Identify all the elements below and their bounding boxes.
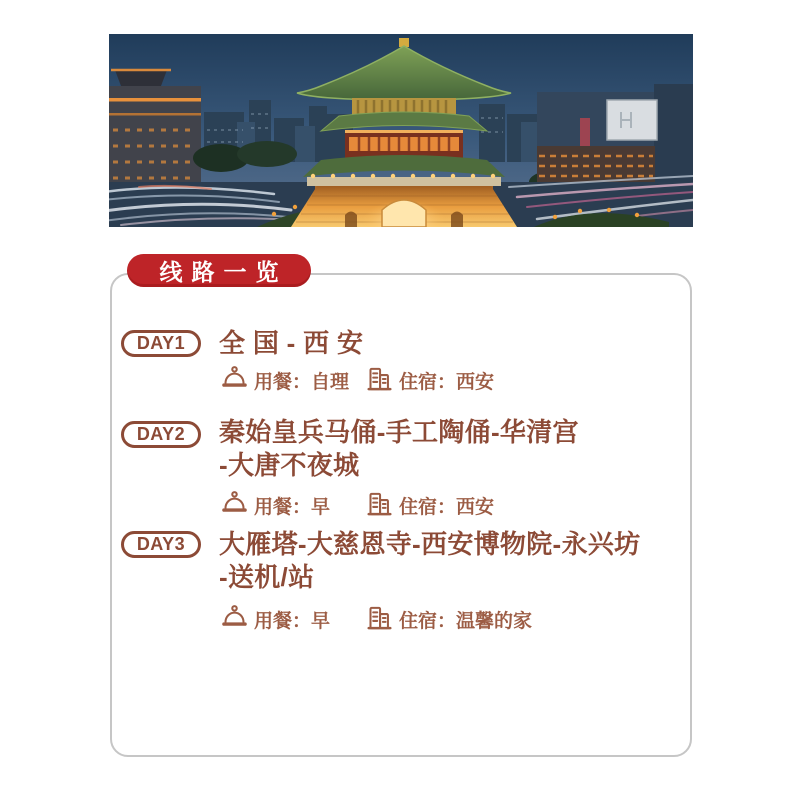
building-icon (366, 490, 393, 518)
cloche-icon (221, 365, 248, 393)
lodging-value: 西安 (456, 497, 495, 518)
day2-badge: DAY2 (121, 421, 201, 448)
day1-lodging (399, 367, 494, 394)
meal-label: 用餐： (254, 497, 312, 518)
cloche-icon (221, 604, 248, 632)
meal-value: 早 (311, 497, 331, 518)
day1-meta-row (219, 363, 659, 395)
lodging-value: 西安 (456, 372, 495, 393)
meal-label: 用餐： (254, 372, 312, 393)
day3-title-line1: 大雁塔-大慈恩寺-西安博物院-永兴坊 (219, 529, 641, 559)
building-icon (366, 365, 393, 393)
day3-meta-row (219, 602, 659, 634)
day3-title (219, 528, 679, 594)
day1-meal (254, 367, 349, 394)
lodging-label: 住宿： (399, 611, 457, 632)
section-badge-route-overview: 线路一览 (127, 254, 311, 287)
building-icon (366, 604, 393, 632)
day3-badge: DAY3 (121, 531, 201, 558)
lodging-label: 住宿： (399, 497, 457, 518)
day3-title-line2: -送机/站 (219, 562, 315, 592)
meal-value: 早 (311, 611, 331, 632)
lodging-value: 温馨的家 (456, 611, 533, 632)
hero-image (109, 34, 693, 227)
day2-title-line1: 秦始皇兵马俑-手工陶俑-华清宫 (219, 417, 579, 447)
day2-meal (254, 492, 330, 519)
meal-value: 自理 (311, 372, 350, 393)
day1-title (219, 327, 679, 360)
day2-lodging (399, 492, 494, 519)
day3-meal (254, 606, 330, 633)
day2-title-line2: -大唐不夜城 (219, 450, 360, 480)
day1-title-line1: 全 国 - 西 安 (219, 328, 364, 358)
day2-meta-row (219, 488, 659, 520)
lodging-label: 住宿： (399, 372, 457, 393)
meal-label: 用餐： (254, 611, 312, 632)
day1-badge: DAY1 (121, 330, 201, 357)
day2-title (219, 416, 679, 482)
xian-bell-tower-night-illustration (109, 34, 693, 227)
cloche-icon (221, 490, 248, 518)
day3-lodging (399, 606, 532, 633)
